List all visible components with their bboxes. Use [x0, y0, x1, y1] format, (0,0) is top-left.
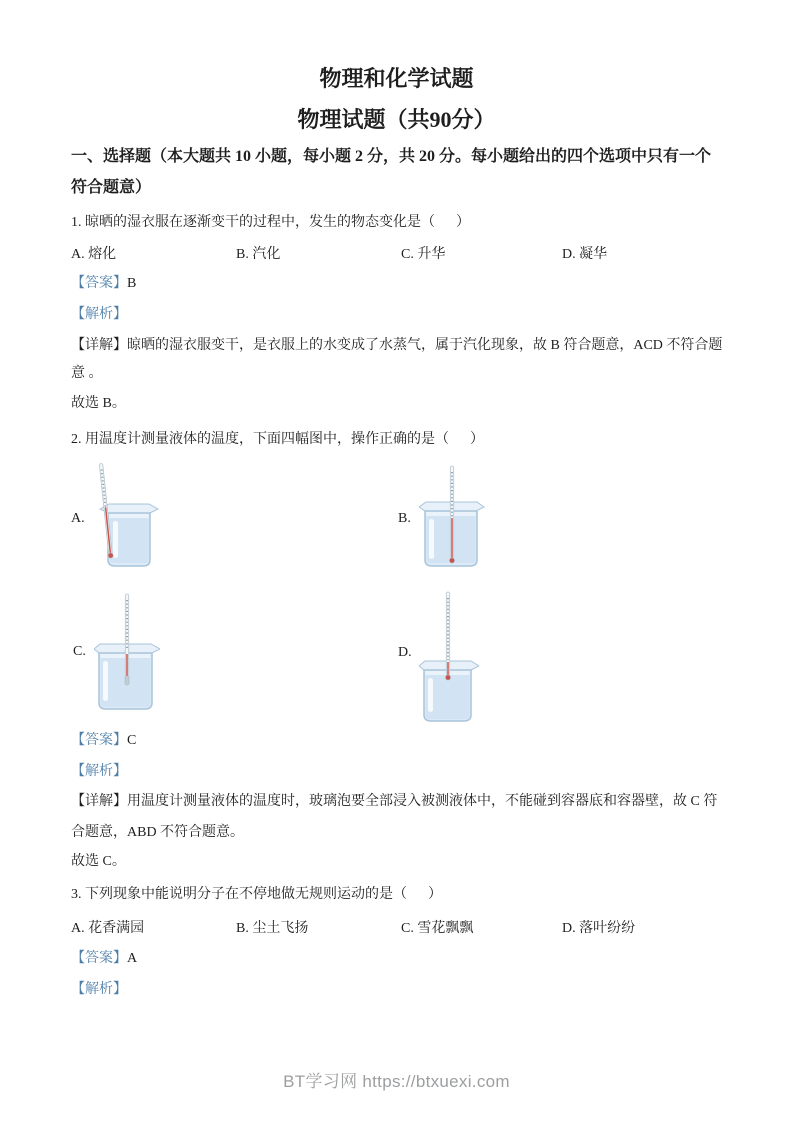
section-heading-line1: 一、选择题（本大题共 10 小题，每小题 2 分，共 20 分。每小题给出的四个选项中只有一个 [71, 148, 712, 165]
question-2-detail-line2: 合题意，ABD 不符合题意。 [71, 825, 245, 840]
question-1-answer-value: B [127, 276, 137, 291]
question-1-option-a: A. 熔化 [71, 247, 117, 262]
question-1-analysis-marker: 【解析】 [71, 307, 127, 322]
question-2-answer-value: C [127, 733, 137, 748]
question-2-stem: 2. 用温度计测量液体的温度，下面四幅图中，操作正确的是（ ） [71, 432, 484, 447]
beaker-thermometer-bottom-figure-b [419, 460, 485, 570]
question-3-option-a: A. 花香满园 [71, 921, 145, 936]
question-3-option-d: D. 落叶纷纷 [562, 921, 636, 936]
question-3-analysis-marker: 【解析】 [71, 982, 127, 997]
question-3-stem: 3. 下列现象中能说明分子在不停地做无规则运动的是（ ） [71, 887, 442, 902]
page-title: 物理和化学试题 [319, 66, 474, 91]
question-2-analysis-marker: 【解析】 [71, 764, 127, 779]
beaker-thermometer-surface-figure-d [419, 590, 479, 724]
question-3-option-b: B. 尘土飞扬 [236, 921, 309, 936]
question-1-answer-line [71, 274, 136, 294]
answer-marker: 【答案】 [71, 733, 127, 748]
footer-watermark: BT学习网 https://btxuexi.com [283, 1072, 510, 1091]
answer-marker: 【答案】 [71, 276, 127, 291]
figure-b-label: B. [398, 511, 411, 526]
question-2-answer-line [71, 731, 136, 751]
question-3-answer-line [71, 949, 137, 969]
question-1-detail-line2: 意 。 [71, 366, 103, 381]
page-subtitle: 物理试题（共90分） [297, 107, 496, 132]
figure-d-label: D. [398, 645, 412, 660]
question-1-option-d: D. 凝华 [562, 247, 608, 262]
beaker-thermometer-tilted-figure-a [92, 461, 164, 571]
answer-marker: 【答案】 [71, 951, 127, 966]
question-1-detail-line1: 【详解】晾晒的湿衣服变干，是衣服上的水变成了水蒸气，属于汽化现象，故 B 符合题意，ACD 不符合题 [71, 338, 723, 353]
question-2-detail-line1: 【详解】用温度计测量液体的温度时，玻璃泡要全部浸入被测液体中，不能碰到容器底和容器壁，故 C 符 [71, 794, 718, 809]
question-1-option-c: C. 升华 [401, 247, 446, 262]
question-3-option-c: C. 雪花飘飘 [401, 921, 474, 936]
figure-a-label: A. [71, 511, 85, 526]
figure-c-label: C. [73, 644, 86, 659]
question-1-stem: 1. 晾晒的湿衣服在逐渐变干的过程中，发生的物态变化是（ ） [71, 215, 470, 230]
question-3-answer-value: A [127, 951, 138, 966]
section-heading-line2: 符合题意） [71, 179, 152, 196]
question-1-option-b: B. 汽化 [236, 247, 281, 262]
question-2-conclusion: 故选 C。 [71, 854, 126, 869]
question-1-conclusion: 故选 B。 [71, 396, 126, 411]
beaker-thermometer-suspended-figure-c [94, 592, 160, 716]
